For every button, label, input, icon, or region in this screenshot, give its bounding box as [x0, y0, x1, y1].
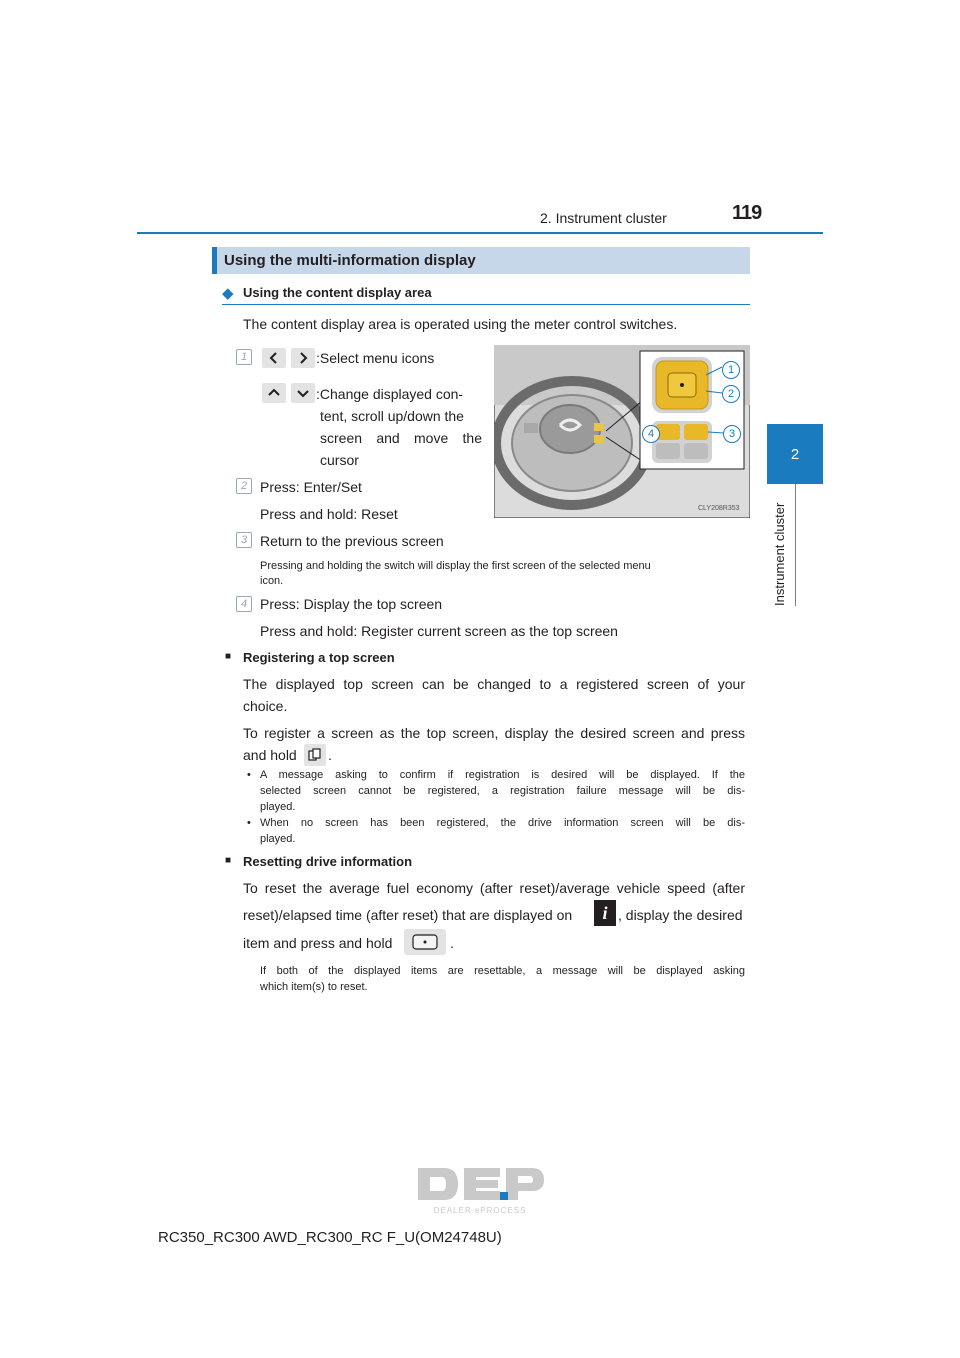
registering-p2-end: . [328, 747, 332, 763]
item-2-line2: Press and hold: Reset [260, 506, 398, 522]
resetting-p1-line2: reset)/elapsed time (after reset) that are displayed on [243, 907, 573, 923]
registering-p2-line1: To register a screen as the top screen, display the desired screen and press [243, 725, 745, 741]
top-screen-button-icon [304, 744, 326, 766]
info-icon: i [594, 900, 616, 926]
page-number: 119 [732, 202, 762, 224]
item-1-line2c: screen and move the [320, 430, 482, 446]
item-1-line1: :Select menu icons [316, 350, 435, 366]
intro-text: The content display area is operated using the meter control switches. [243, 316, 678, 332]
steering-wheel-figure [494, 345, 750, 518]
chevron-up-icon [262, 383, 286, 403]
item-3-note-line2: icon. [260, 575, 284, 587]
callout-4: 4 [642, 425, 660, 443]
side-tab-number: 2 [790, 445, 800, 463]
subsection-title: Using the content display area [243, 285, 432, 300]
callout-3: 3 [723, 425, 741, 443]
side-divider [795, 484, 796, 606]
square-bullet-icon: ■ [225, 855, 232, 866]
registering-p2-line2: and hold [243, 747, 297, 763]
chevron-down-icon [291, 383, 315, 403]
side-tab-label [770, 488, 790, 608]
footer-model: RC350_RC300 AWD_RC300_RC F_U(OM24748U) [158, 1229, 502, 1246]
chapter-title: 2. Instrument cluster [540, 210, 667, 226]
bullet-dot-icon: • [247, 769, 251, 781]
item-number-1: 1 [236, 349, 252, 365]
registering-bullet1-line1: A message asking to confirm if registration is desired will be displayed. If the [260, 769, 745, 781]
resetting-p1-line3: item and press and hold [243, 935, 393, 951]
resetting-note-line1: If both of the displayed items are resettable, a message will be displayed asking [260, 965, 745, 977]
figure-code: CLY208R353 [698, 505, 740, 512]
section-title: Using the multi-information display [224, 252, 476, 269]
item-1-line2d: cursor [320, 452, 359, 468]
resetting-p1-end: . [450, 935, 454, 951]
resetting-title: Resetting drive information [243, 854, 413, 869]
svg-text:DEALER ePROCESS: DEALER ePROCESS [433, 1206, 527, 1215]
registering-p1-line2: choice. [243, 698, 288, 714]
item-3-line1: Return to the previous screen [260, 533, 444, 549]
bullet-dot-icon: • [247, 817, 251, 829]
item-number-4: 4 [236, 596, 252, 612]
dealer-logo [414, 1164, 546, 1216]
chevron-right-icon [291, 348, 315, 368]
item-2-line1: Press: Enter/Set [260, 479, 362, 495]
side-tab-label-text: Instrument cluster [772, 502, 787, 606]
diamond-icon: ◆ [222, 285, 234, 302]
item-4-line2: Press and hold: Register current screen as the top screen [260, 623, 618, 639]
resetting-p1-line2-end: , display the desired [618, 907, 743, 923]
section-bar-accent [212, 247, 217, 274]
item-1-line2b: tent, scroll up/down the [320, 408, 464, 424]
subsection-rule [222, 304, 750, 305]
callout-2: 2 [722, 385, 740, 403]
registering-bullet1-line3: played. [260, 801, 296, 813]
resetting-p1-line1: To reset the average fuel economy (after reset)/average vehicle speed (after [243, 880, 745, 896]
registering-title: Registering a top screen [243, 650, 395, 665]
callout-1: 1 [722, 361, 740, 379]
registering-p1-line1: The displayed top screen can be changed to a registered screen of your [243, 676, 745, 692]
registering-bullet1-line2: selected screen cannot be registered, a registration failure message will be dis- [260, 785, 745, 797]
chevron-left-icon [262, 348, 286, 368]
side-tab [767, 424, 823, 484]
square-bullet-icon: ■ [225, 651, 232, 662]
item-1-line2a: :Change displayed con- [316, 386, 464, 402]
item-3-note-line1: Pressing and holding the switch will display the first screen of the selected menu [260, 560, 651, 572]
resetting-note-line2: which item(s) to reset. [260, 981, 368, 993]
item-number-2: 2 [236, 478, 252, 494]
registering-bullet2-line2: played. [260, 833, 296, 845]
item-number-3: 3 [236, 532, 252, 548]
header-rule [137, 232, 823, 234]
registering-bullet2-line1: When no screen has been registered, the drive information screen will be dis- [260, 817, 745, 829]
enter-button-icon [404, 929, 446, 955]
item-4-line1: Press: Display the top screen [260, 596, 443, 612]
